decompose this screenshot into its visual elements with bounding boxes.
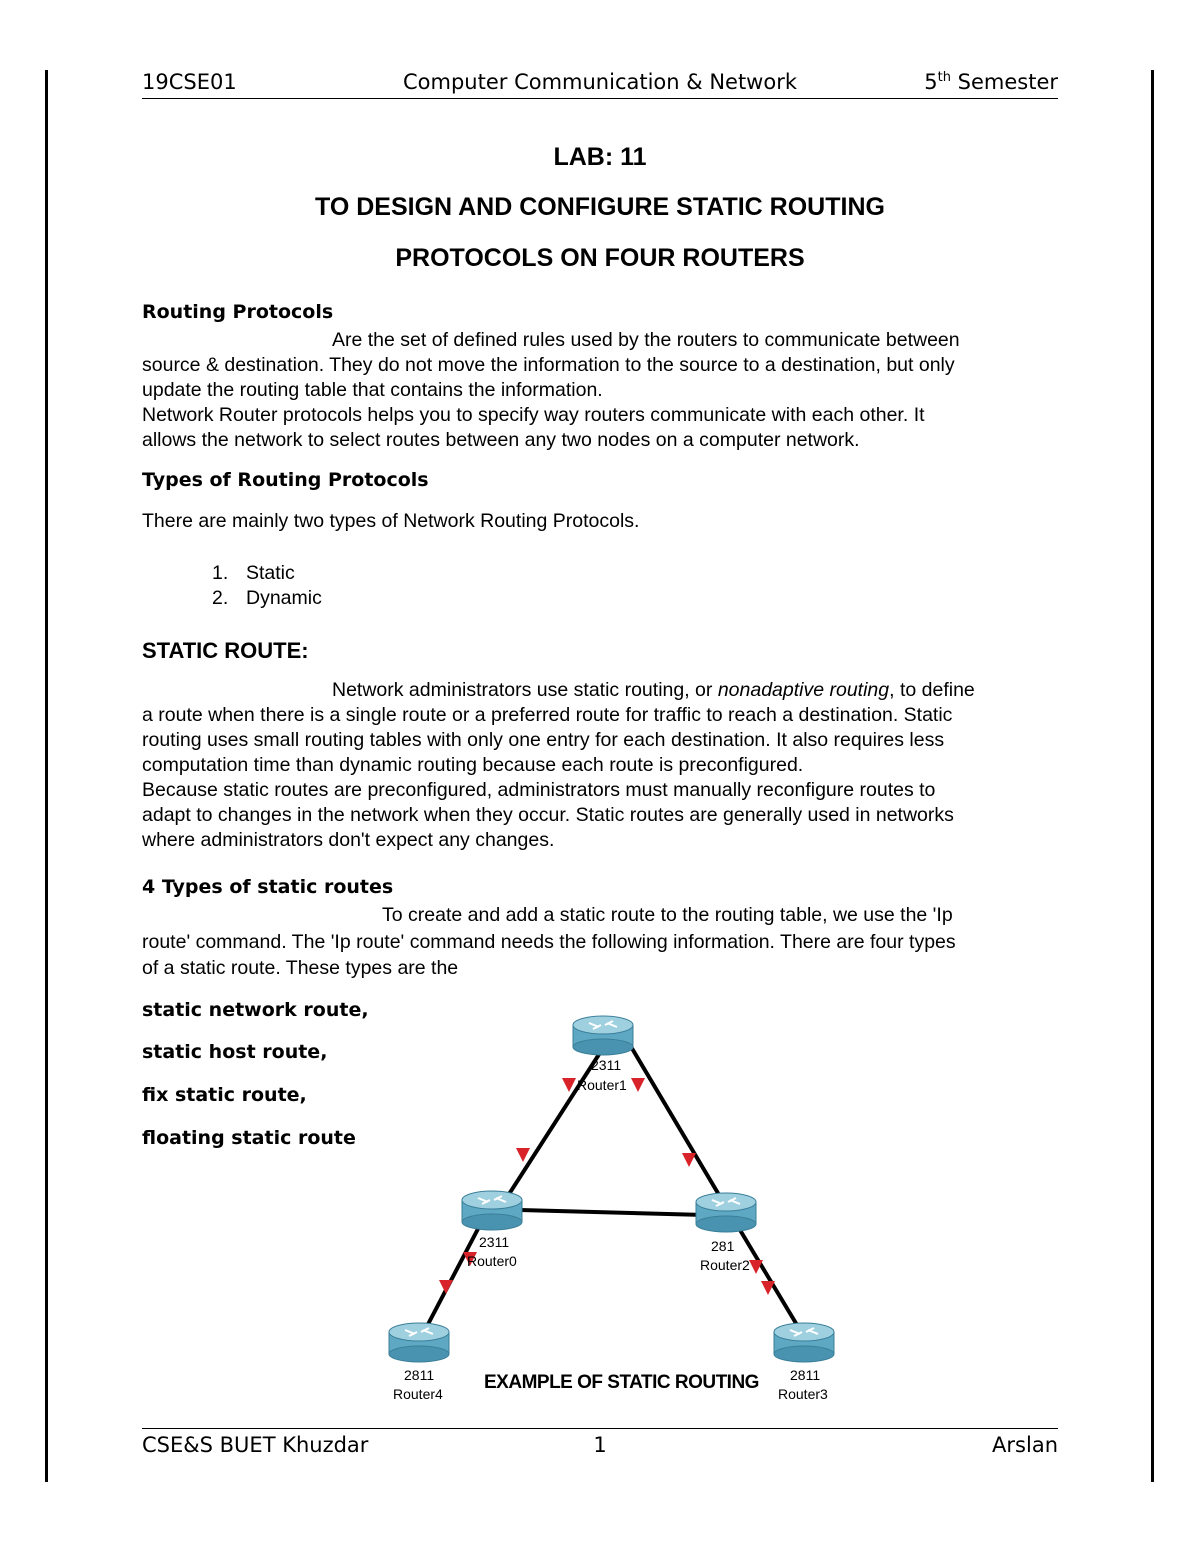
static-host-route: static host route, bbox=[142, 1041, 328, 1063]
router3-icon bbox=[774, 1323, 834, 1362]
link-r2-r3 bbox=[740, 1230, 800, 1330]
types-intro: There are mainly two types of Network Routing Protocols. bbox=[142, 510, 640, 532]
right-margin-rule bbox=[1151, 70, 1154, 1482]
link-r0-r2 bbox=[520, 1210, 705, 1215]
types-list bbox=[212, 561, 322, 611]
static-route-paragraph: Network administrators use static routing, or nonadaptive routing, to define a route when there is a single route or a preferred route for traffic to reach a destination. Static routing uses small routing tables with only one entry for each destination. It also requires less computation time than dynamic routing because each route is preconfigured. Because static routes are preconfigured, administrators must manually reconfigure routes to adapt to changes in the network when they occur. Static routes are generally used in networks where administrators don't expect any changes. bbox=[142, 679, 975, 851]
four-types-paragraph: To create and add a static route to the routing table, we use the 'Ip route' command. The 'Ip route' command needs the following information. There are four types of a static route. These types are the bbox=[142, 904, 956, 979]
network-topology-diagram bbox=[380, 1000, 860, 1410]
list-item: 2. Dynamic bbox=[212, 587, 322, 609]
router0-model: 2311 bbox=[479, 1234, 510, 1250]
link-r1-r2 bbox=[630, 1045, 725, 1205]
router4-name: Router4 bbox=[393, 1386, 443, 1402]
router3-name: Router3 bbox=[778, 1386, 828, 1402]
routing-protocols-paragraph: Are the set of defined rules used by the routers to communicate between source & destination. They do not move the information to the source to a destination, but only update the routing table that contains the information. Network Router protocols helps you to specify way routers communicate with each other. It allows the network to select routes between any two nodes on a computer network. bbox=[142, 329, 960, 451]
router3-model: 2811 bbox=[790, 1367, 821, 1383]
routing-protocols-heading: Routing Protocols bbox=[142, 301, 334, 323]
lab-number: LAB: 11 bbox=[553, 143, 647, 171]
four-types-heading: 4 Types of static routes bbox=[142, 876, 394, 898]
static-route-heading: STATIC ROUTE: bbox=[142, 638, 309, 663]
link-r1-r0 bbox=[502, 1045, 605, 1205]
list-item: 1. Static bbox=[212, 562, 295, 584]
router4-icon bbox=[389, 1323, 449, 1362]
lab-title-line1: TO DESIGN AND CONFIGURE STATIC ROUTING bbox=[315, 193, 885, 221]
link-arrow bbox=[631, 1078, 645, 1092]
link-r0-r4 bbox=[425, 1225, 480, 1330]
semester: 5th Semester bbox=[924, 70, 1058, 94]
router2-name: Router2 bbox=[700, 1257, 750, 1273]
fix-static-route: fix static route, bbox=[142, 1084, 307, 1106]
footer-institution: CSE&S BUET Khuzdar bbox=[142, 1433, 369, 1457]
router1-name: Router1 bbox=[577, 1077, 627, 1093]
types-heading: Types of Routing Protocols bbox=[142, 469, 429, 491]
diagram-caption: EXAMPLE OF STATIC ROUTING bbox=[484, 1372, 759, 1393]
course-code: 19CSE01 bbox=[142, 70, 237, 94]
static-network-route: static network route, bbox=[142, 999, 369, 1021]
link-arrow bbox=[516, 1148, 530, 1162]
lab-title-line2: PROTOCOLS ON FOUR ROUTERS bbox=[395, 244, 805, 272]
page-number: 1 bbox=[593, 1433, 607, 1457]
link-arrow bbox=[682, 1153, 696, 1167]
router0-icon bbox=[462, 1191, 522, 1230]
footer-author: Arslan bbox=[992, 1433, 1058, 1457]
router1-model: 2311 bbox=[591, 1057, 622, 1073]
left-margin-rule bbox=[45, 70, 48, 1482]
link-arrow bbox=[439, 1280, 453, 1294]
router2-model: 281 bbox=[711, 1238, 735, 1254]
floating-static-route: floating static route bbox=[142, 1127, 356, 1149]
page-header bbox=[142, 68, 1058, 99]
course-title: Computer Communication & Network bbox=[403, 70, 797, 94]
router0-name: Router0 bbox=[467, 1253, 517, 1269]
router1-icon bbox=[573, 1016, 633, 1055]
router2-icon bbox=[696, 1193, 756, 1232]
router4-model: 2811 bbox=[404, 1367, 435, 1383]
page-footer bbox=[142, 1428, 1058, 1461]
